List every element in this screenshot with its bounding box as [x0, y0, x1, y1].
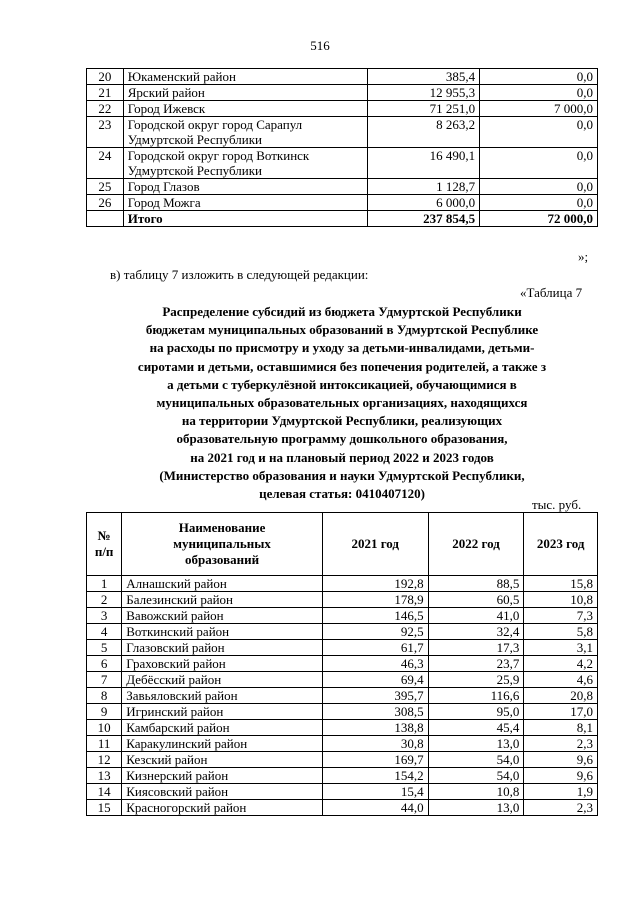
value-2021: 154,2 — [322, 768, 428, 784]
heading-line: а детьми с туберкулёзной интоксикацией, обучающимися в — [167, 376, 517, 392]
value-2023: 9,6 — [524, 752, 598, 768]
heading-line: сиротами и детьми, оставшимися без попечения родителей, а также з — [137, 358, 547, 374]
municipality-name: Граховский район — [122, 656, 323, 672]
table-row — [87, 592, 598, 608]
value-2022: 0,0 — [480, 179, 598, 195]
value-2021: 385,4 — [368, 69, 480, 85]
value-2022: 10,8 — [428, 784, 524, 800]
table-row — [87, 720, 598, 736]
value-2022: 7 000,0 — [480, 101, 598, 117]
municipality-name: Вавожский район — [122, 608, 323, 624]
table-row — [87, 704, 598, 720]
value-2022: 0,0 — [480, 85, 598, 101]
value-2023: 3,1 — [524, 640, 598, 656]
value-2023: 1,9 — [524, 784, 598, 800]
heading-line: на территории Удмуртской Республики, реализующих — [181, 413, 503, 429]
value-2021: 44,0 — [322, 800, 428, 816]
value-2021: 71 251,0 — [368, 101, 480, 117]
table-row — [87, 117, 598, 148]
heading-line: бюджетам муниципальных образований в Удмуртской Республике — [145, 322, 539, 338]
name-line: Юкаменский район — [127, 69, 236, 84]
row-number: 23 — [87, 117, 124, 148]
municipality-name — [123, 179, 368, 195]
row-number: 10 — [87, 720, 122, 736]
municipality-name: Киясовский район — [122, 784, 323, 800]
value-2023: 8,1 — [524, 720, 598, 736]
value-2021: 8 263,2 — [368, 117, 480, 148]
name-line: Город Глазов — [127, 179, 200, 194]
value-2022: 45,4 — [428, 720, 524, 736]
row-number: 25 — [87, 179, 124, 195]
value-2022: 116,6 — [428, 688, 524, 704]
municipality-name: Воткинский район — [122, 624, 323, 640]
municipality-name — [123, 85, 368, 101]
name-line: Город Ижевск — [127, 101, 206, 116]
municipality-name: Каракулинский район — [122, 736, 323, 752]
value-2022: 17,3 — [428, 640, 524, 656]
table-row — [87, 608, 598, 624]
table-header-row — [87, 513, 598, 576]
table-row — [87, 179, 598, 195]
value-2021: 16 490,1 — [368, 148, 480, 179]
value-2023: 15,8 — [524, 576, 598, 592]
row-number: 6 — [87, 656, 122, 672]
municipality-name: Камбарский район — [122, 720, 323, 736]
name-line: Удмуртской Республики — [127, 163, 263, 178]
value-2021: 146,5 — [322, 608, 428, 624]
value-2022: 0,0 — [480, 195, 598, 211]
value-2023: 17,0 — [524, 704, 598, 720]
municipality-name — [123, 148, 368, 179]
value-2022: 25,9 — [428, 672, 524, 688]
row-number: 22 — [87, 101, 124, 117]
table-row — [87, 148, 598, 179]
table-row — [87, 672, 598, 688]
closing-quote: »; — [578, 249, 589, 264]
value-2021: 395,7 — [322, 688, 428, 704]
name-line: Городской округ город Сарапул — [127, 117, 303, 132]
value-2022: 41,0 — [428, 608, 524, 624]
name-line: Ярский район — [127, 85, 205, 100]
table-heading — [92, 303, 592, 503]
value-2021: 15,4 — [322, 784, 428, 800]
value-2021: 169,7 — [322, 752, 428, 768]
table-row — [87, 85, 598, 101]
total-2022: 72 000,0 — [480, 211, 598, 227]
total-2021: 237 854,5 — [368, 211, 480, 227]
table-row — [87, 640, 598, 656]
value-2022: 95,0 — [428, 704, 524, 720]
value-2023: 4,6 — [524, 672, 598, 688]
heading-line: целевая статья: 0410407120) — [259, 486, 425, 502]
table-row — [87, 752, 598, 768]
value-2023: 5,8 — [524, 624, 598, 640]
municipality-name: Кизнерский район — [122, 768, 323, 784]
row-number: 2 — [87, 592, 122, 608]
value-2021: 6 000,0 — [368, 195, 480, 211]
table-row — [87, 69, 598, 85]
value-2023: 9,6 — [524, 768, 598, 784]
value-2021: 92,5 — [322, 624, 428, 640]
name-line: Город Можга — [127, 195, 201, 210]
row-number: 26 — [87, 195, 124, 211]
heading-line: (Министерство образования и науки Удмуртской Республики, — [159, 467, 525, 483]
municipality-name: Кезский район — [122, 752, 323, 768]
municipality-name: Дебёсский район — [122, 672, 323, 688]
total-row — [87, 211, 598, 227]
row-number: 9 — [87, 704, 122, 720]
value-2021: 1 128,7 — [368, 179, 480, 195]
municipality-name: Игринский район — [122, 704, 323, 720]
row-number: 1 — [87, 576, 122, 592]
value-2022: 60,5 — [428, 592, 524, 608]
value-2022: 88,5 — [428, 576, 524, 592]
header-2023: 2023 год — [524, 513, 598, 576]
row-number: 14 — [87, 784, 122, 800]
subsidy-distribution-table — [86, 512, 598, 816]
total-num-cell — [87, 211, 124, 227]
row-number: 8 — [87, 688, 122, 704]
row-number: 5 — [87, 640, 122, 656]
page-number: 516 — [310, 38, 330, 53]
row-number: 21 — [87, 85, 124, 101]
municipality-name — [123, 117, 368, 148]
table-row — [87, 195, 598, 211]
municipality-name — [123, 195, 368, 211]
municipality-name: Глазовский район — [122, 640, 323, 656]
municipality-name: Завьяловский район — [122, 688, 323, 704]
value-2022: 0,0 — [480, 69, 598, 85]
value-2023: 7,3 — [524, 608, 598, 624]
value-2023: 4,2 — [524, 656, 598, 672]
value-2023: 2,3 — [524, 736, 598, 752]
row-number: 4 — [87, 624, 122, 640]
row-number: 12 — [87, 752, 122, 768]
value-2021: 46,3 — [322, 656, 428, 672]
row-number: 24 — [87, 148, 124, 179]
value-2021: 138,8 — [322, 720, 428, 736]
value-2022: 0,0 — [480, 148, 598, 179]
heading-line: образовательную программу дошкольного образования, — [176, 431, 508, 447]
value-2022: 54,0 — [428, 768, 524, 784]
value-2022: 13,0 — [428, 800, 524, 816]
value-2021: 308,5 — [322, 704, 428, 720]
heading-line: Распределение субсидий из бюджета Удмуртской Республики — [162, 304, 522, 319]
value-2021: 69,4 — [322, 672, 428, 688]
municipality-name — [123, 69, 368, 85]
value-2021: 30,8 — [322, 736, 428, 752]
table-row — [87, 784, 598, 800]
municipality-name: Красногорский район — [122, 800, 323, 816]
row-number: 20 — [87, 69, 124, 85]
value-2023: 2,3 — [524, 800, 598, 816]
row-number: 13 — [87, 768, 122, 784]
heading-line: на 2021 год и на плановый период 2022 и 2023 годов — [190, 449, 494, 465]
table-row — [87, 736, 598, 752]
total-label: Итого — [123, 211, 368, 227]
municipality-name: Алнашский район — [122, 576, 323, 592]
value-2022: 23,7 — [428, 656, 524, 672]
row-number: 11 — [87, 736, 122, 752]
value-2021: 12 955,3 — [368, 85, 480, 101]
name-line: Удмуртской Республики — [127, 132, 263, 147]
heading-line: муниципальных образовательных организациях, находящихся — [156, 395, 528, 411]
value-2023: 10,8 — [524, 592, 598, 608]
header-name: Наименование муниципальных образований — [122, 513, 323, 576]
units-label: тыс. руб. — [532, 497, 582, 512]
row-number: 3 — [87, 608, 122, 624]
table-row — [87, 624, 598, 640]
amendment-instruction: в) таблицу 7 изложить в следующей редакции: — [110, 267, 369, 282]
value-2022: 13,0 — [428, 736, 524, 752]
row-number: 15 — [87, 800, 122, 816]
allocation-table-continued — [86, 68, 598, 227]
table-label: «Таблица 7 — [520, 285, 583, 300]
municipality-name: Балезинский район — [122, 592, 323, 608]
name-line: Городской округ город Воткинск — [127, 148, 310, 163]
table-row — [87, 768, 598, 784]
table-row — [87, 656, 598, 672]
value-2021: 192,8 — [322, 576, 428, 592]
heading-line: на расходы по присмотру и уходу за детьми-инвалидами, детьми- — [149, 340, 535, 356]
table-row — [87, 800, 598, 816]
value-2023: 20,8 — [524, 688, 598, 704]
header-2022: 2022 год — [428, 513, 524, 576]
value-2022: 0,0 — [480, 117, 598, 148]
value-2022: 54,0 — [428, 752, 524, 768]
row-number: 7 — [87, 672, 122, 688]
municipality-name — [123, 101, 368, 117]
table-row — [87, 101, 598, 117]
header-num: № п/п — [87, 513, 122, 576]
table-row — [87, 576, 598, 592]
value-2022: 32,4 — [428, 624, 524, 640]
value-2021: 61,7 — [322, 640, 428, 656]
value-2021: 178,9 — [322, 592, 428, 608]
header-2021: 2021 год — [322, 513, 428, 576]
table-row — [87, 688, 598, 704]
